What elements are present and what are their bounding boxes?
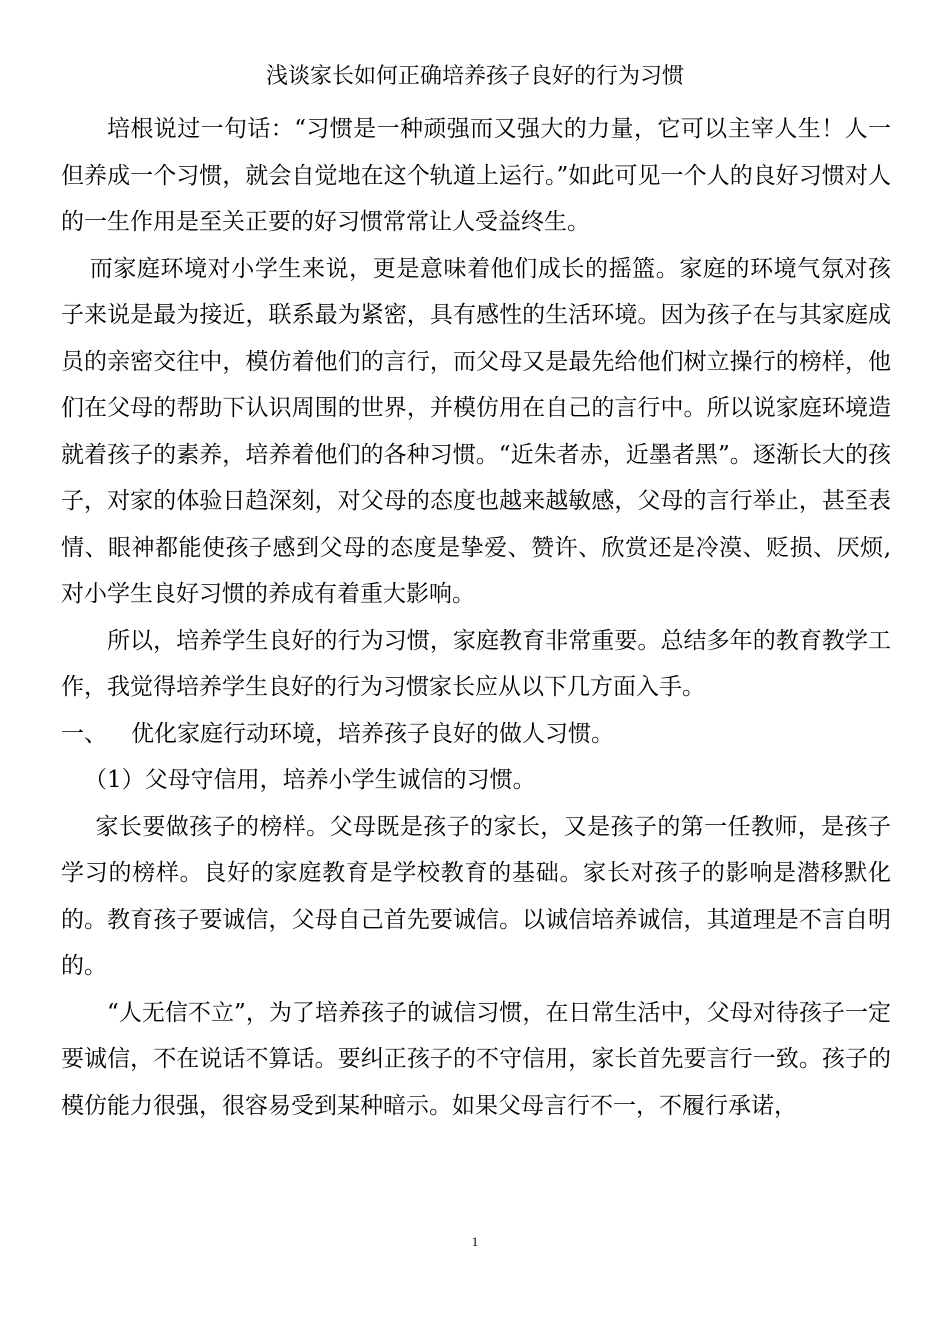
paragraph-role-model: 家长要做孩子的榜样。父母既是孩子的家长，又是孩子的第一任教师，是孩子学习的榜样。良好的家庭教育是学校教育的基础。家长对孩子的影响是潜移默化的。教育孩子要诚信，父母自己首先要诚信。以诚信培养诚信，其道理是不言自明的。 <box>61 813 891 979</box>
section-heading-one <box>61 711 891 758</box>
document-title: 浅谈家长如何正确培养孩子良好的行为习惯 <box>265 64 684 89</box>
section-number: 一、 <box>61 720 107 747</box>
sub-section-heading: （1）父母守信用，培养小学生诚信的习惯。 <box>84 767 536 793</box>
page-number: 1 <box>471 1234 479 1249</box>
paragraph-family-education: 所以，培养学生良好的行为习惯，家庭教育非常重要。总结多年的教育教学工作，我觉得培养学生良好的行为习惯家长应从以下几方面入手。 <box>61 627 891 700</box>
section-heading-text: 优化家庭行动环境，培养孩子良好的做人习惯。 <box>131 720 614 747</box>
paragraph-bacon-quote: 培根说过一句话：“习惯是一种顽强而又强大的力量，它可以主宰人生！人一但养成一个习惯，就会自觉地在这个轨道上运行。”如此可见一个人的良好习惯对人的一生作用是至关正要的好习惯常常让人受益终生。 <box>61 116 891 235</box>
paragraph-family-environment: 而家庭环境对小学生来说，更是意味着他们成长的摇篮。家庭的环境气氛对孩子来说是最为接近，联系最为紧密，具有感性的生活环境。因为孩子在与其家庭成员的亲密交往中，模仿着他们的言行，而父母又是最先给他们树立操行的榜样，他们在父母的帮助下认识周围的世界，并模仿用在自己的言行中。所以说家庭环境造就着孩子的素养，培养着他们的各种习惯。“近朱者赤，近墨者黑”。逐渐长大的孩子，对家的体验日趋深刻，对父母的态度也越来越敏感，父母的言行举止，甚至表情、眼神都能使孩子感到父母的态度是挚爱、赞许、欣赏还是冷漠、贬损、厌烦,对小学生良好习惯的养成有着重大影响。 <box>61 255 891 607</box>
paragraph-integrity: “人无信不立”，为了培养孩子的诚信习惯，在日常生活中，父母对待孩子一定要诚信，不在说话不算话。要纠正孩子的不守信用，家长首先要言行一致。孩子的模仿能力很强，很容易受到某种暗示。如果父母言行不一，不履行承诺， <box>61 999 891 1119</box>
document-body <box>61 106 891 1129</box>
